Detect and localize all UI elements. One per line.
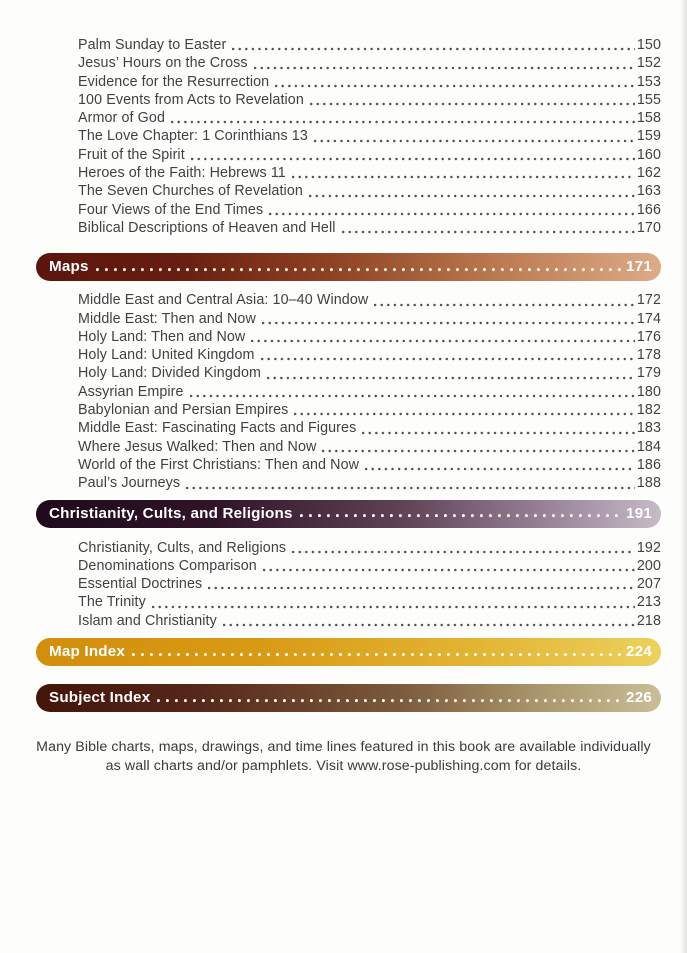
section-page: 226 bbox=[626, 689, 652, 707]
toc-entry-page: 207 bbox=[636, 576, 661, 593]
toc-entry-page: 158 bbox=[636, 110, 661, 127]
section-header-maps bbox=[36, 253, 661, 281]
dot-leader bbox=[232, 47, 635, 51]
dot-leader bbox=[294, 412, 634, 416]
footer-line-2: as wall charts and/or pamphlets. Visit www.rose-publishing.com for details. bbox=[105, 757, 582, 774]
dot-leader bbox=[267, 376, 635, 380]
toc-entry-page: 174 bbox=[636, 310, 661, 327]
dot-leader bbox=[309, 194, 635, 198]
toc-entry bbox=[78, 612, 661, 630]
toc-entry-title: The Seven Churches of Revelation bbox=[78, 183, 303, 200]
toc-entry bbox=[78, 419, 661, 437]
toc-entry bbox=[78, 456, 661, 474]
toc-entry-page: 184 bbox=[636, 438, 661, 455]
toc-entry-page: 159 bbox=[636, 128, 661, 145]
toc-entry-page: 160 bbox=[636, 146, 661, 163]
toc-entry-title: Essential Doctrines bbox=[78, 576, 203, 593]
dot-leader bbox=[314, 139, 635, 143]
toc-entry-page: 182 bbox=[636, 402, 661, 419]
toc-entry bbox=[78, 474, 661, 492]
toc-entry-list-maps bbox=[78, 291, 661, 492]
toc-entry-page: 200 bbox=[636, 557, 661, 574]
footer-line-1: Many Bible charts, maps, drawings, and time lines featured in this book are available individually bbox=[36, 739, 651, 756]
section-page: 171 bbox=[626, 258, 652, 276]
toc-entry-title: 100 Events from Acts to Revelation bbox=[78, 91, 304, 108]
toc-entry bbox=[78, 201, 661, 219]
toc-entry-title: Middle East: Fascinating Facts and Figures bbox=[78, 420, 357, 437]
toc-entry-title: Armor of God bbox=[78, 110, 166, 127]
toc-entry-title: Islam and Christianity bbox=[78, 612, 217, 629]
toc-entry bbox=[78, 36, 661, 54]
dot-leader bbox=[171, 120, 635, 124]
toc-entry-page: 186 bbox=[636, 456, 661, 473]
dot-leader bbox=[132, 653, 624, 658]
section-title: Maps bbox=[49, 258, 89, 276]
toc-entry bbox=[78, 575, 661, 593]
dot-leader bbox=[251, 339, 634, 343]
toc-entry-title: The Trinity bbox=[78, 594, 146, 611]
dot-leader bbox=[300, 514, 624, 519]
toc-entry bbox=[78, 401, 661, 419]
dot-leader bbox=[342, 230, 635, 234]
toc-entry-page: 170 bbox=[636, 219, 661, 236]
toc-entry bbox=[78, 383, 661, 401]
toc-entry-page: 178 bbox=[636, 347, 661, 364]
toc-entry bbox=[78, 557, 661, 575]
dot-leader bbox=[152, 605, 635, 609]
section-page: 224 bbox=[626, 643, 652, 661]
dot-leader bbox=[362, 431, 634, 435]
dot-leader bbox=[223, 623, 635, 627]
dot-leader bbox=[261, 357, 635, 361]
section-title: Christianity, Cults, and Religions bbox=[49, 504, 293, 522]
dot-leader bbox=[269, 212, 635, 216]
toc-entry-page: 183 bbox=[636, 420, 661, 437]
dot-leader bbox=[208, 586, 635, 590]
section-title: Subject Index bbox=[49, 689, 151, 707]
toc-entry-list-charts bbox=[78, 36, 661, 237]
dot-leader bbox=[96, 268, 624, 273]
section-header-christianity bbox=[36, 500, 661, 528]
section-header-map-index bbox=[36, 638, 661, 666]
toc-entry-title: Holy Land: United Kingdom bbox=[78, 347, 255, 364]
dot-leader bbox=[263, 568, 635, 572]
toc-entry-page: 213 bbox=[636, 594, 661, 611]
toc-entry-title: Holy Land: Divided Kingdom bbox=[78, 365, 262, 382]
dot-leader bbox=[322, 449, 634, 453]
toc-entry-title: Four Views of the End Times bbox=[78, 201, 264, 218]
toc-entry bbox=[78, 346, 661, 364]
toc-entry bbox=[78, 182, 661, 200]
dot-leader bbox=[262, 321, 635, 325]
toc-entry-title: Paul’s Journeys bbox=[78, 475, 181, 492]
toc-entry bbox=[78, 310, 661, 328]
section-title: Map Index bbox=[49, 643, 126, 661]
footer-note bbox=[0, 738, 687, 775]
toc-entry-page: 166 bbox=[636, 201, 661, 218]
toc-entry bbox=[78, 164, 661, 182]
toc-entry bbox=[78, 219, 661, 237]
toc-entry-title: Jesus’ Hours on the Cross bbox=[78, 55, 248, 72]
toc-entry-title: Assyrian Empire bbox=[78, 383, 184, 400]
dot-leader bbox=[275, 84, 635, 88]
toc-entry bbox=[78, 54, 661, 72]
toc-entry-page: 163 bbox=[636, 183, 661, 200]
toc-entry-page: 172 bbox=[636, 292, 661, 309]
toc-entry-title: Middle East: Then and Now bbox=[78, 310, 256, 327]
section-header-subject-index bbox=[36, 684, 661, 712]
toc-entry bbox=[78, 539, 661, 557]
toc-entry bbox=[78, 593, 661, 611]
toc-entry-page: 153 bbox=[636, 73, 661, 90]
toc-entry-page: 180 bbox=[636, 383, 661, 400]
section-page: 191 bbox=[626, 504, 652, 522]
toc-entry-page: 188 bbox=[636, 475, 661, 492]
toc-entry-page: 152 bbox=[636, 55, 661, 72]
toc-entry-title: Babylonian and Persian Empires bbox=[78, 402, 289, 419]
dot-leader bbox=[310, 102, 635, 106]
toc-entry bbox=[78, 109, 661, 127]
toc-entry-title: Heroes of the Faith: Hebrews 11 bbox=[78, 165, 286, 182]
toc-entry bbox=[78, 438, 661, 456]
toc-entry-title: Christianity, Cults, and Religions bbox=[78, 539, 287, 556]
toc-entry-title: The Love Chapter: 1 Corinthians 13 bbox=[78, 128, 308, 145]
dot-leader bbox=[191, 157, 635, 161]
toc-entry bbox=[78, 127, 661, 145]
toc-entry-page: 162 bbox=[636, 165, 661, 182]
toc-entry-page: 155 bbox=[636, 91, 661, 108]
dot-leader bbox=[374, 303, 635, 307]
toc-entry-title: Biblical Descriptions of Heaven and Hell bbox=[78, 219, 336, 236]
toc-entry bbox=[78, 364, 661, 382]
dot-leader bbox=[186, 486, 635, 490]
toc-entry-page: 150 bbox=[636, 37, 661, 53]
toc-entry-title: Denominations Comparison bbox=[78, 557, 257, 574]
toc-entry-title: Evidence for the Resurrection bbox=[78, 73, 270, 90]
dot-leader bbox=[292, 550, 635, 554]
toc-entry-title: World of the First Christians: Then and Now bbox=[78, 456, 360, 473]
dot-leader bbox=[365, 467, 635, 471]
dot-leader bbox=[292, 175, 635, 179]
toc-entry-title: Holy Land: Then and Now bbox=[78, 328, 246, 345]
toc-entry bbox=[78, 146, 661, 164]
dot-leader bbox=[190, 394, 635, 398]
toc-entry bbox=[78, 328, 661, 346]
toc-entry-title: Middle East and Central Asia: 10–40 Window bbox=[78, 292, 369, 309]
toc-entry-page: 176 bbox=[636, 328, 661, 345]
toc-entry-list-christianity bbox=[78, 539, 661, 630]
toc-entry-page: 192 bbox=[636, 539, 661, 556]
toc-entry bbox=[78, 291, 661, 309]
dot-leader bbox=[157, 699, 624, 704]
toc-entry bbox=[78, 73, 661, 91]
toc-entry-title: Fruit of the Spirit bbox=[78, 146, 185, 163]
toc-entry-page: 218 bbox=[636, 612, 661, 629]
toc-entry-page: 179 bbox=[636, 365, 661, 382]
toc-entry-title: Palm Sunday to Easter bbox=[78, 37, 227, 53]
dot-leader bbox=[254, 66, 635, 70]
toc-entry bbox=[78, 91, 661, 109]
toc-entry-title: Where Jesus Walked: Then and Now bbox=[78, 438, 317, 455]
